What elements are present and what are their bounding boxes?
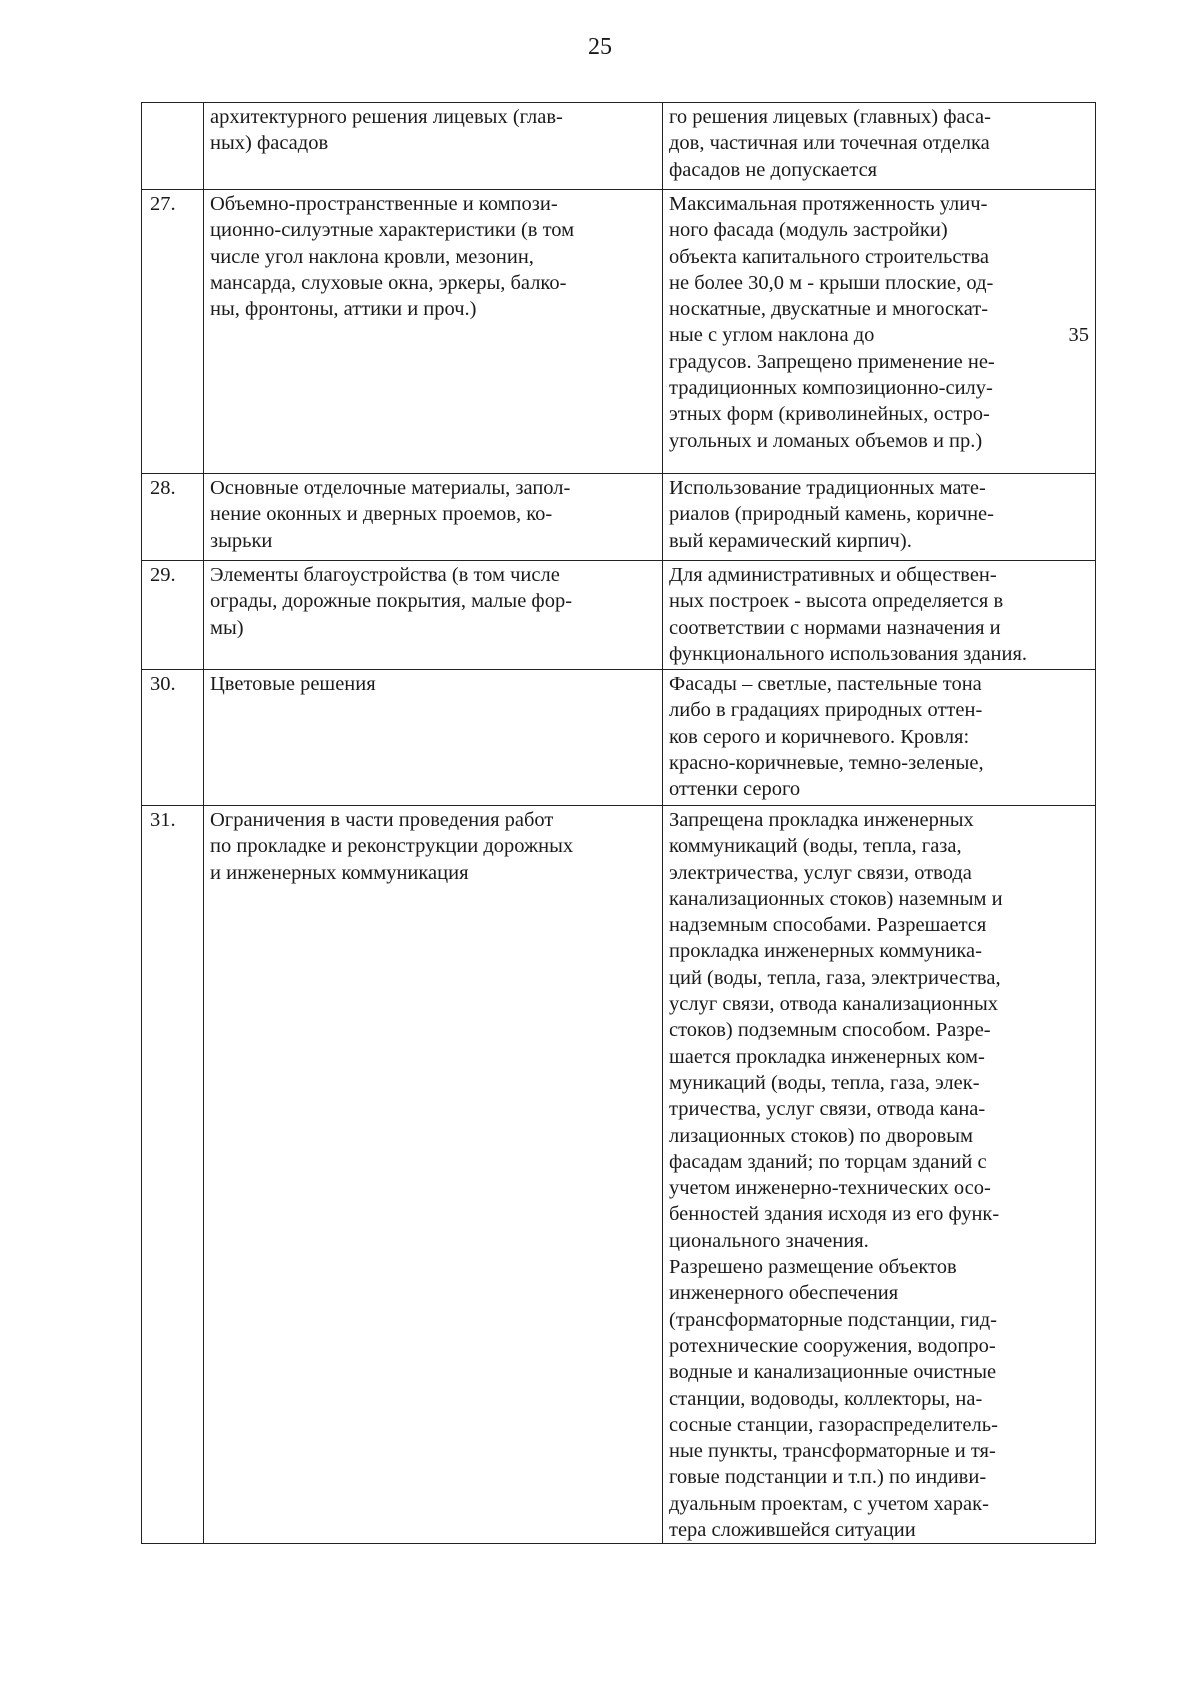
text-line: по прокладке и реконструкции дорожных (210, 835, 574, 858)
table-row (142, 474, 1096, 561)
text-line: Использование традиционных мате- (669, 477, 986, 499)
table-row (142, 103, 1096, 190)
text-line: числе угол наклона кровли, мезонин, (210, 245, 534, 268)
text-line: оттенки серого (669, 778, 801, 801)
text-line: Элементы благоустройства (в том числе (210, 564, 560, 586)
text-line: мы) (210, 616, 244, 639)
text-line: лизационных стоков) по дворовым (669, 1124, 974, 1147)
text-line: градусов. Запрещено применение не- (669, 350, 995, 373)
text-line: го решения лицевых (главных) фаса- (669, 106, 991, 128)
text-line: ограды, дорожные покрытия, малые фор- (210, 590, 573, 613)
parameter-value-cell (663, 561, 1096, 670)
text-line: архитектурного решения лицевых (глав- (210, 106, 563, 128)
text-line: фасадам зданий; по торцам зданий с (669, 1150, 987, 1173)
text-line: мансарда, слуховые окна, эркеры, балко- (210, 271, 567, 294)
text-line: коммуникаций (воды, тепла, газа, (669, 835, 962, 858)
page-number: 25 (588, 34, 612, 60)
text-line: водные и канализационные очистные (669, 1361, 997, 1384)
text-line: нение оконных и дверных проемов, ко- (210, 503, 553, 526)
text-line: Запрещена прокладка инженерных (669, 809, 974, 831)
text-line: Фасады – светлые, пастельные тона (669, 673, 982, 695)
row-number-cell: 27. (142, 190, 204, 474)
text-line: инженерного обеспечения (669, 1282, 899, 1305)
text-line (669, 322, 1089, 348)
text-line: Ограничения в части проведения работ (210, 809, 554, 831)
text-line: ные пункты, трансформаторные и тя- (669, 1440, 996, 1463)
text-line: функционального использования здания. (669, 642, 1028, 665)
text-line: бенностей здания исходя из его функ- (669, 1203, 1000, 1226)
text-line: ного фасада (модуль застройки) (669, 219, 948, 242)
text-line: ны, фронтоны, аттики и проч.) (210, 298, 477, 321)
text-line: станции, водоводы, коллекторы, на- (669, 1387, 983, 1410)
angle-value: 35 (1068, 324, 1089, 347)
text-line: не более 30,0 м - крыши плоские, од- (669, 271, 994, 294)
row-number-cell (142, 103, 204, 190)
text-line: традиционных композиционно-силу- (669, 377, 993, 400)
parameter-name-cell (204, 190, 663, 474)
text-line: красно-коричневые, темно-зеленые, (669, 751, 984, 774)
text-line: канализационных стоков) наземным и (669, 887, 1003, 910)
text-line: ротехнические сооружения, водопро- (669, 1334, 996, 1357)
text-line: Цветовые решения (210, 673, 376, 695)
text-line: угольных и ломаных объемов и пр.) (669, 429, 983, 452)
text-line: ных построек - высота определяется в (669, 590, 1004, 613)
row-number-cell: 28. (142, 474, 204, 561)
text-line: говые подстанции и т.п.) по индиви- (669, 1466, 987, 1489)
text-line: ционно-силуэтные характеристики (в том (210, 219, 575, 242)
text-line: ков серого и коричневого. Кровля: (669, 725, 970, 748)
text-line: зырьки (210, 529, 273, 552)
row-number-cell: 30. (142, 670, 204, 806)
text-line: риалов (природный камень, коричне- (669, 503, 994, 526)
text-line: электричества, услуг связи, отвода (669, 861, 972, 884)
text-line: объекта капитального строительства (669, 245, 989, 268)
text-line: Основные отделочные материалы, запол- (210, 477, 571, 499)
text-line: Максимальная протяженность улич- (669, 193, 988, 215)
row-number-cell: 31. (142, 806, 204, 1544)
text-line: Разрешено размещение объектов (669, 1256, 957, 1279)
text-line: ных) фасадов (210, 132, 329, 155)
parameter-name-cell (204, 806, 663, 1544)
parameter-name-cell (204, 103, 663, 190)
text-line: фасадов не допускается (669, 158, 878, 181)
text-line: муникаций (воды, тепла, газа, элек- (669, 1071, 980, 1094)
parameter-value-cell (663, 190, 1096, 474)
table-row (142, 190, 1096, 474)
text-line: учетом инженерно-технических осо- (669, 1177, 991, 1200)
text-line: дов, частичная или точечная отделка (669, 132, 990, 155)
text-line: Для административных и обществен- (669, 564, 997, 586)
parameter-value-cell (663, 806, 1096, 1544)
text-line: соответствии с нормами назначения и (669, 616, 1001, 639)
text-line: сосные станции, газораспределитель- (669, 1413, 998, 1436)
parameter-name-cell (204, 561, 663, 670)
row-number-cell: 29. (142, 561, 204, 670)
parameter-name-cell (204, 670, 663, 806)
text-line: вый керамический кирпич). (669, 529, 912, 552)
text-line: этных форм (криволинейных, остро- (669, 403, 990, 426)
text-line: ционального значения. (669, 1229, 869, 1252)
text-line: ций (воды, тепла, газа, электричества, (669, 966, 1001, 989)
text-line: и инженерных коммуникация (210, 861, 469, 884)
text-line: надземным способами. Разрешается (669, 914, 987, 937)
text-line: дуальным проектам, с учетом харак- (669, 1492, 989, 1515)
parameter-value-cell (663, 474, 1096, 561)
text-line: (трансформаторные подстанции, гид- (669, 1308, 997, 1331)
requirements-table (141, 102, 1096, 1544)
parameter-name-cell (204, 474, 663, 561)
table-row (142, 670, 1096, 806)
text-line: стоков) подземным способом. Разре- (669, 1019, 991, 1042)
text-line: услуг связи, отвода канализационных (669, 993, 998, 1016)
text-line: шается прокладка инженерных ком- (669, 1045, 985, 1068)
text-line: тера сложившейся ситуации (669, 1519, 916, 1542)
text-line: носкатные, двускатные и многоскат- (669, 298, 989, 321)
text-line: тричества, услуг связи, отвода кана- (669, 1098, 986, 1121)
text-fragment: ные с углом наклона до (669, 324, 875, 347)
text-line: Объемно-пространственные и компози- (210, 193, 558, 215)
parameter-value-cell (663, 670, 1096, 806)
text-line: прокладка инженерных коммуника- (669, 940, 982, 963)
parameter-value-cell (663, 103, 1096, 190)
table-row (142, 561, 1096, 670)
table-row (142, 806, 1096, 1544)
text-line: либо в градациях природных оттен- (669, 699, 983, 722)
